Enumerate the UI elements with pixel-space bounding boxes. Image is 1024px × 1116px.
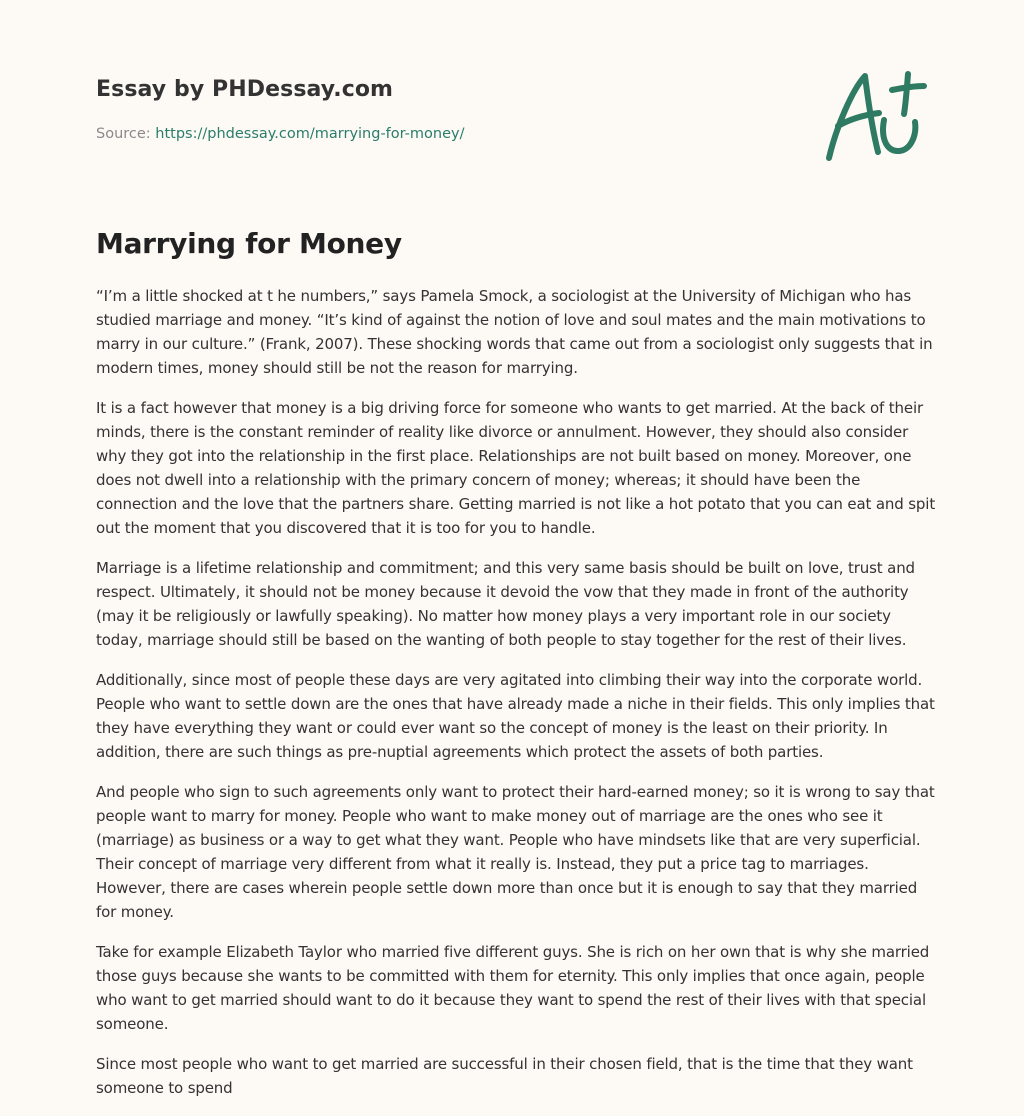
source-line (96, 124, 796, 144)
essay-paragraph: It is a fact however that money is a big driving force for someone who wants to get married. At the back of their minds, there is the constant reminder of reality like divorce or annulment. However, they should also consider why they got into the relationship in the first place. Relationships are not built based on money. Moreover, one does not dwell into a relationship with the primary concern of money; whereas; it should have been the connection and the love that the partners share. Getting married is not like a hot potato that you can eat and spit out the moment that you discovered that it is too for you to handle. (96, 399, 936, 537)
essay-title: Marrying for Money (96, 227, 402, 260)
source-label: Source: (96, 126, 156, 142)
essay-paragraph: Marriage is a lifetime relationship and commitment; and this very same basis should be built on love, trust and respect. Ultimately, it should not be money because it devoid the vow that they made in front of the authority (may it be religiously or lawfully speaking). No matter how money plays a very important role in our society today, marriage should still be based on the wanting of both people to stay together for the rest of their lives. (96, 559, 915, 649)
essay-paragraph: Take for example Elizabeth Taylor who married five different guys. She is rich on her own that is why she married those guys because she wants to be committed with them for eternity. This only implies that once again, people who want to get married should want to do it because they want to spend the rest of their lives with that special someone. (96, 943, 930, 1033)
a-plus-grade-icon (818, 66, 930, 166)
essay-paragraph: Additionally, since most of people these days are very agitated into climbing their way into the corporate world. People who want to settle down are the ones that have already made a niche in their fields. This only implies that they have everything they want or could ever want so the concept of money is the least on their priority. In addition, there are such things as pre-nuptial agreements which protect the assets of both parties. (96, 671, 935, 761)
essay-paragraph: Since most people who want to get married are successful in their chosen field, that is the time that they want someone to spend (96, 1055, 913, 1097)
page-header (96, 74, 796, 144)
site-brand: Essay by PHDessay.com (96, 77, 394, 102)
essay-paragraph: And people who sign to such agreements only want to protect their hard-earned money; so it is wrong to say that people want to marry for money. People who want to make money out of marriage are the ones who see it (marriage) as business or a way to get what they want. People who have mindsets like that are very superficial. Their concept of marriage very different from what it really is. Instead, they put a price tag to marriages. However, there are cases wherein people settle down more than once but it is enough to say that they married for money. (96, 783, 935, 921)
essay-body (96, 284, 938, 1116)
essay-paragraph: “I’m a little shocked at t he numbers,” says Pamela Smock, a sociologist at the University of Michigan who has studied marriage and money. “It’s kind of against the notion of love and soul mates and the main motivations to marry in our culture.” (Frank, 2007). These shocking words that came out from a sociologist only suggests that in modern times, money should still be not the reason for marrying. (96, 287, 933, 377)
source-link[interactable]: https://phdessay.com/marrying-for-money/ (155, 126, 465, 142)
